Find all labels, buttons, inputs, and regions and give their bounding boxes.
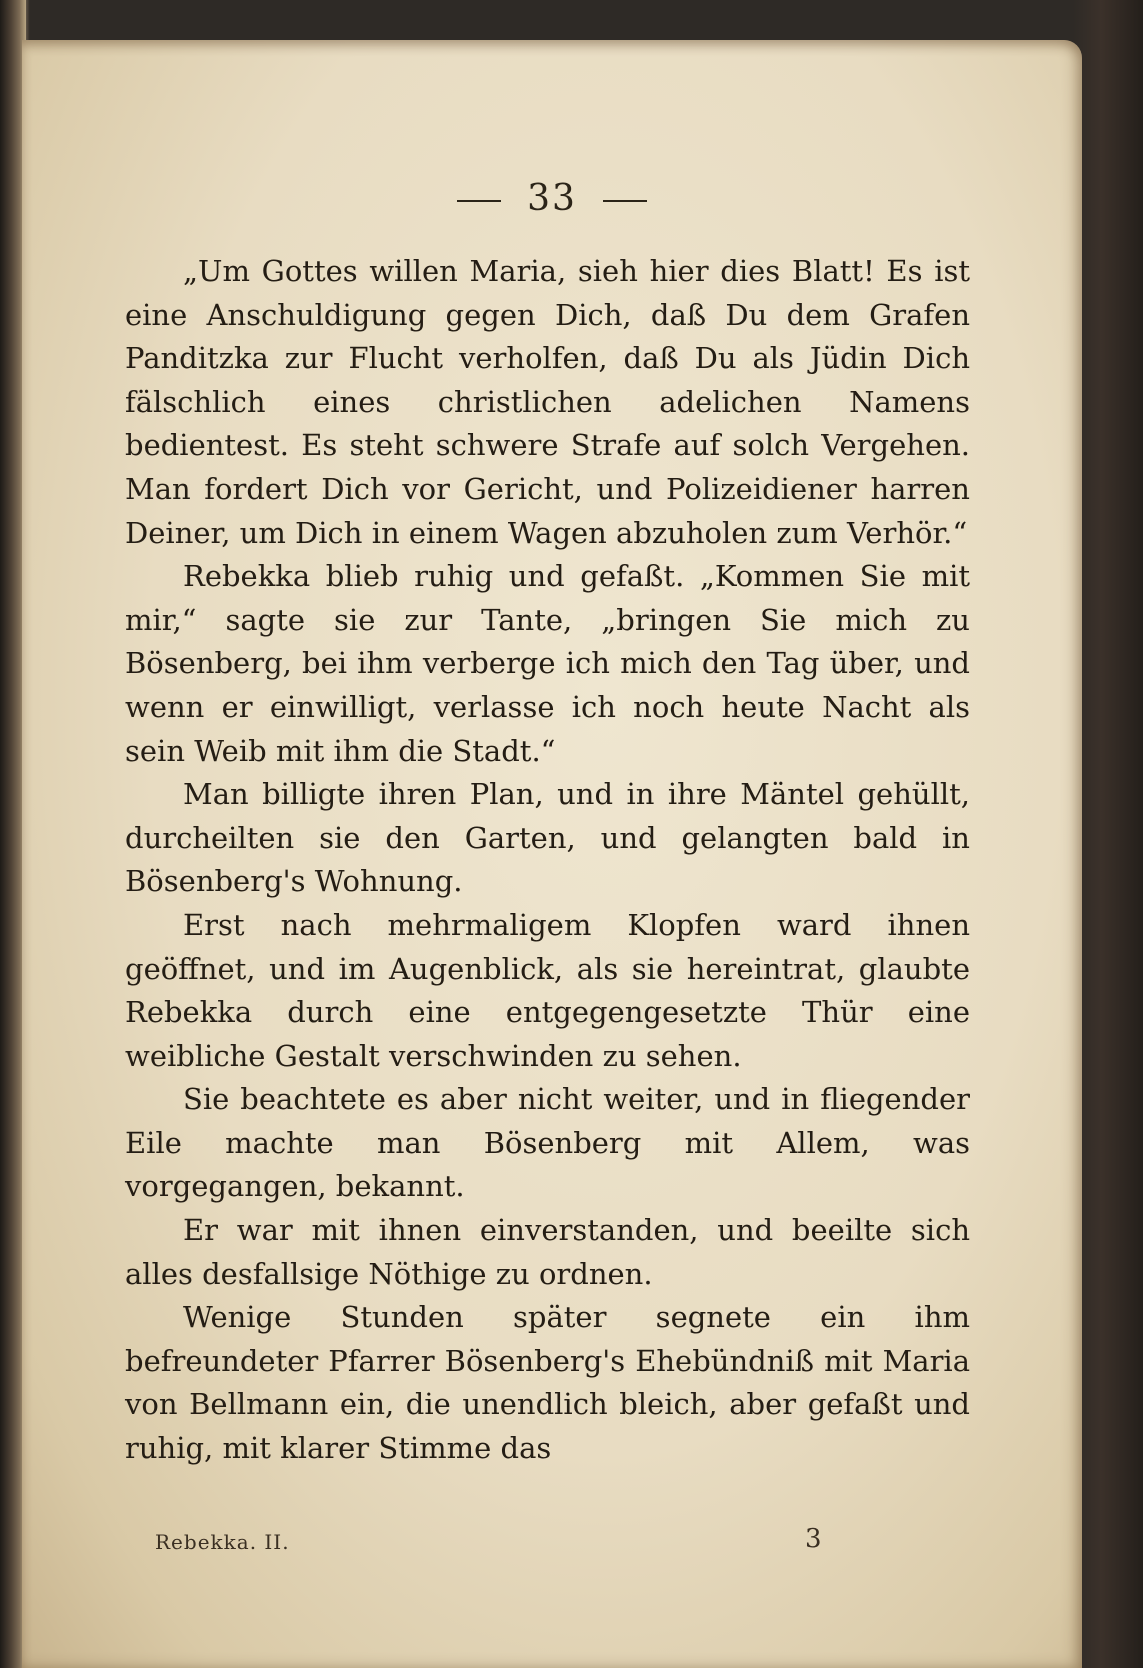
- paragraph: Rebekka blieb ruhig und gefaßt. „Kommen Sie mit mir,“ sagte sie zur Tante, „bringen Sie mich zu Bösenberg, bei ihm verberge ich mich den Tag über, und wenn er einwilligt, verlasse ich noch heute Nacht als sein Weib mit ihm die Stadt.“: [125, 559, 970, 768]
- body-text: [125, 250, 970, 1471]
- paragraph: Erst nach mehrmaligem Klopfen ward ihnen geöffnet, und im Augenblick, als sie hereintrat, glaubte Rebekka durch eine entgegengesetzte Thür eine weibliche Gestalt verschwinden zu sehen.: [125, 907, 970, 1073]
- sheet-number: 3: [805, 1524, 822, 1554]
- paragraph: Man billigte ihren Plan, und in ihre Mäntel gehüllt, durcheilten sie den Garten, und gelangten bald in Bösenberg's Wohnung.: [125, 777, 970, 899]
- paragraph: „Um Gottes willen Maria, sieh hier dies Blatt! Es ist eine Anschuldigung gegen Dich, daß Du dem Grafen Panditzka zur Flucht verholfen, daß Du als Jüdin Dich fälschlich eines christlichen adelichen Namens bedientest. Es steht schwere Strafe auf solch Vergehen. Man fordert Dich vor Gericht, und Polizeidiener harren Deiner, um Dich in einem Wagen abzuholen zum Verhör.“: [125, 254, 970, 550]
- header-dash-left: [457, 200, 501, 202]
- paragraph: Er war mit ihnen einverstanden, und beeilte sich alles desfallsige Nöthige zu ordnen.: [125, 1213, 970, 1291]
- paragraph: Sie beachtete es aber nicht weiter, und in fliegender Eile machte man Bösenberg mit Allem, was vorgegangen, bekannt.: [125, 1082, 970, 1204]
- page-number: 33: [527, 178, 577, 219]
- page-header: [22, 178, 1082, 219]
- page-edge-shadow: [1073, 0, 1143, 1668]
- paragraph: Wenige Stunden später segnete ein ihm befreundeter Pfarrer Bösenberg's Ehebündniß mit Maria von Bellmann ein, die unendlich bleich, aber gefaßt und ruhig, mit klarer Stimme das: [125, 1300, 970, 1466]
- signature-mark: Rebekka. II.: [155, 1530, 290, 1554]
- header-dash-right: [603, 200, 647, 202]
- book-page: [22, 40, 1082, 1668]
